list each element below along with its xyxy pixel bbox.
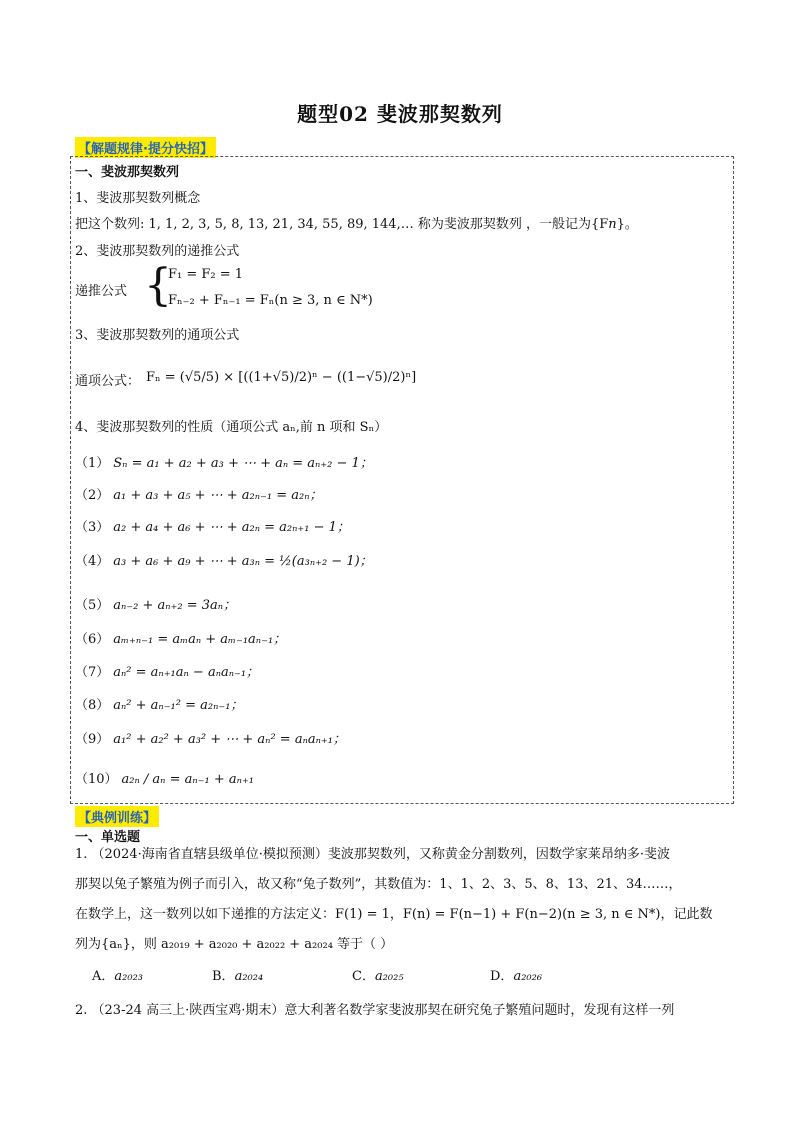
recurrence-eq1: F₁ = F₂ = 1 bbox=[168, 267, 244, 282]
property-number: （4） bbox=[75, 554, 110, 569]
property-formula: aₙ₋₂ + aₙ₊₂ = 3aₙ； bbox=[113, 598, 237, 613]
property-number: （7） bbox=[75, 665, 110, 680]
property-item bbox=[75, 594, 236, 613]
property-number: （2） bbox=[75, 488, 110, 503]
q1-line: 在数学上，这一数列以如下递推的方法定义：F(1) = 1，F(n) = F(n−1) + F(n−2)(n ≥ 3, n ∈ N*)，记此数 bbox=[75, 907, 713, 922]
property-item bbox=[75, 484, 323, 503]
property-number: （10） bbox=[75, 772, 118, 787]
recurrence-heading: 2、斐波那契数列的递推公式 bbox=[75, 244, 240, 259]
rules-tag: 【解题规律·提分快招】 bbox=[75, 137, 216, 158]
option-b[interactable]: B．a₂₀₂₄ bbox=[212, 969, 264, 984]
property-formula: aₙ² = aₙ₊₁aₙ − aₙaₙ₋₁； bbox=[113, 665, 260, 680]
property-number: （1） bbox=[75, 456, 110, 471]
property-number: （9） bbox=[75, 732, 110, 747]
q1-line: 列为{aₙ}，则 a₂₀₁₉ + a₂₀₂₀ + a₂₀₂₂ + a₂₀₂₄ 等于（ ） bbox=[75, 937, 394, 952]
concept-text: 把这个数列: 1, 1, 2, 3, 5, 8, 13, 21, 34, 55, 89, 144,… 称为斐波那契数列 ，一般记为{Fn}。 bbox=[75, 217, 638, 232]
question-1 bbox=[75, 840, 735, 960]
examples-tag: 【典例训练】 bbox=[75, 806, 159, 827]
property-item bbox=[75, 550, 373, 569]
recurrence-eq2: Fₙ₋₂ + Fₙ₋₁ = Fₙ(n ≥ 3, n ∈ N*) bbox=[168, 293, 373, 308]
property-formula: Sₙ = a₁ + a₂ + a₃ + ⋯ + aₙ = aₙ₊₂ − 1； bbox=[113, 456, 373, 471]
property-item bbox=[75, 768, 254, 787]
recurrence-label: 递推公式 bbox=[75, 284, 128, 299]
page-title: 题型02 斐波那契数列 bbox=[297, 102, 503, 126]
property-formula: a₂ + a₄ + a₆ + ⋯ + a₂ₙ = a₂ₙ₊₁ − 1； bbox=[113, 520, 350, 535]
property-formula: a₁² + a₂² + a₃² + ⋯ + aₙ² = aₙaₙ₊₁； bbox=[113, 732, 346, 747]
property-formula: a₁ + a₃ + a₅ + ⋯ + a₂ₙ₋₁ = a₂ₙ； bbox=[113, 488, 323, 503]
section-heading: 一、斐波那契数列 bbox=[75, 165, 180, 180]
property-formula: a₂ₙ / aₙ = aₙ₋₁ + aₙ₊₁ bbox=[121, 772, 254, 787]
brace-symbol: { bbox=[144, 260, 172, 311]
property-item bbox=[75, 628, 286, 647]
general-label: 通项公式： bbox=[75, 374, 141, 389]
general-formula: Fₙ = (√5/5) × [((1+√5)/2)ⁿ − ((1−√5)/2)ⁿ] bbox=[146, 370, 417, 385]
property-item bbox=[75, 694, 243, 713]
property-item bbox=[75, 728, 346, 747]
question-2 bbox=[75, 996, 735, 1026]
property-number: （6） bbox=[75, 632, 110, 647]
option-a[interactable]: A．a₂₀₂₃ bbox=[92, 969, 143, 984]
concept-heading: 1、斐波那契数列概念 bbox=[75, 191, 201, 206]
property-item bbox=[75, 516, 350, 535]
property-item bbox=[75, 452, 373, 471]
property-formula: aₘ₊ₙ₋₁ = aₘaₙ + aₘ₋₁aₙ₋₁； bbox=[113, 632, 287, 647]
general-heading: 3、斐波那契数列的通项公式 bbox=[75, 328, 240, 343]
option-d[interactable]: D．a₂₀₂₆ bbox=[490, 969, 543, 984]
q2-line: 2. （23-24 高三上·陕西宝鸡·期末）意大利著名数学家斐波那契在研究兔子繁殖问题时，发现有这样一列 bbox=[75, 1003, 675, 1018]
property-number: （3） bbox=[75, 520, 110, 535]
property-formula: aₙ² + aₙ₋₁² = a₂ₙ₋₁； bbox=[113, 698, 244, 713]
section-heading-mcq: 一、单选题 bbox=[75, 830, 141, 845]
properties-heading: 4、斐波那契数列的性质（通项公式 aₙ,前 n 项和 Sₙ） bbox=[75, 420, 388, 435]
q1-line: 1. （2024·海南省直辖县级单位·模拟预测）斐波那契数列，又称黄金分割数列，因数学家莱昂纳多·斐波 bbox=[75, 847, 671, 862]
q1-line: 那契以兔子繁殖为例子而引入，故又称“兔子数列”，其数值为：1、1、2、3、5、8、13、21、34……， bbox=[75, 877, 682, 892]
property-item bbox=[75, 661, 259, 680]
property-number: （8） bbox=[75, 698, 110, 713]
option-c[interactable]: C．a₂₀₂₅ bbox=[352, 969, 404, 984]
property-number: （5） bbox=[75, 598, 110, 613]
property-formula: a₃ + a₆ + a₉ + ⋯ + a₃ₙ = ½(a₃ₙ₊₂ − 1)； bbox=[113, 554, 373, 569]
